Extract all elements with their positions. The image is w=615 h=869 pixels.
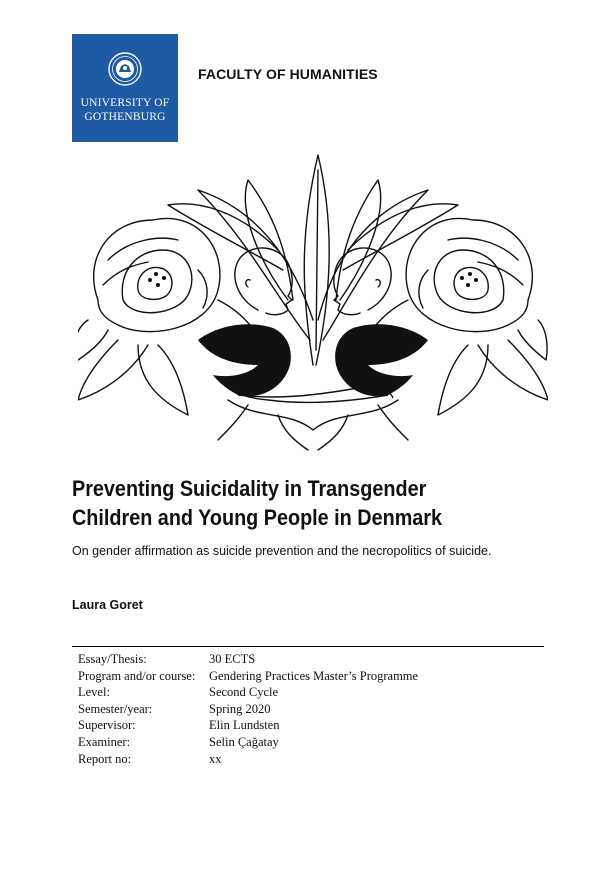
thesis-title-line1: Preventing Suicidality in Transgender xyxy=(72,476,427,501)
detail-label: Supervisor: xyxy=(78,718,136,733)
detail-value: Gendering Practices Master’s Programme xyxy=(209,668,419,683)
thesis-details-table xyxy=(72,646,544,767)
university-seal-icon xyxy=(108,52,142,86)
detail-label: Level: xyxy=(78,685,110,700)
detail-value: xx xyxy=(209,751,222,766)
detail-row-essay xyxy=(72,651,544,668)
detail-row-semester xyxy=(72,701,544,718)
detail-label: Semester/year: xyxy=(78,701,153,716)
thesis-title xyxy=(72,474,495,532)
detail-row-program xyxy=(72,668,544,685)
detail-label: Examiner: xyxy=(78,734,131,749)
detail-label: Program and/or course: xyxy=(78,668,196,683)
logo-name-line1: UNIVERSITY OF xyxy=(80,97,170,109)
detail-value: Elin Lundsten xyxy=(209,718,280,733)
detail-row-supervisor xyxy=(72,717,544,734)
detail-value: Spring 2020 xyxy=(209,701,271,716)
detail-row-level xyxy=(72,684,544,701)
faculty-heading: FACULTY OF HUMANITIES xyxy=(198,66,378,82)
detail-row-examiner xyxy=(72,734,544,751)
detail-value: Second Cycle xyxy=(209,685,279,700)
detail-value: 30 ECTS xyxy=(209,652,256,666)
detail-row-report xyxy=(72,751,544,768)
detail-label: Essay/Thesis: xyxy=(78,652,147,666)
detail-value: Selin Çağatay xyxy=(209,734,279,749)
author-name: Laura Goret xyxy=(72,598,143,612)
thesis-title-line2: Children and Young People in Denmark xyxy=(72,505,443,530)
thesis-subtitle: On gender affirmation as suicide prevention and the necropolitics of suicide. xyxy=(72,544,492,558)
university-logo xyxy=(72,34,178,142)
cover-illustration-icon xyxy=(78,150,548,455)
logo-name-line2: GOTHENBURG xyxy=(84,111,166,123)
detail-label: Report no: xyxy=(78,751,132,766)
